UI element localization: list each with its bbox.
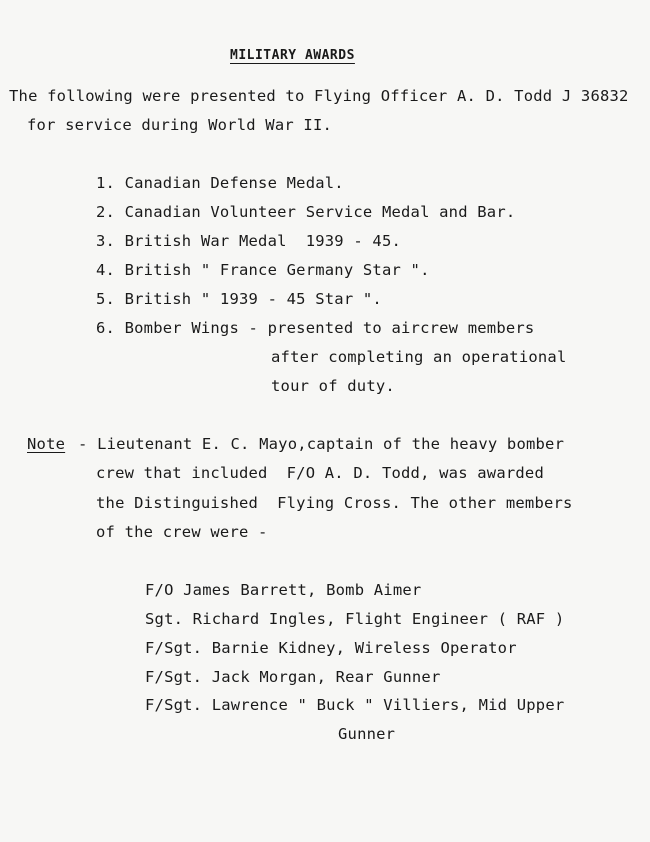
note-line-3: the Distinguished Flying Cross. The other members — [96, 494, 573, 512]
award-item-1: 1. Canadian Defense Medal. — [96, 174, 344, 192]
award-item-6-continuation-2: tour of duty. — [271, 377, 395, 395]
intro-line-2: for service during World War II. — [27, 116, 333, 134]
note-line-1: - Lieutenant E. C. Mayo,captain of the heavy bomber — [78, 435, 565, 453]
intro-line-1: The following were presented to Flying Officer A. D. Todd J 36832 — [9, 87, 629, 105]
crew-member-5: F/Sgt. Lawrence " Buck " Villiers, Mid Upper — [145, 696, 565, 714]
award-item-2: 2. Canadian Volunteer Service Medal and Bar. — [96, 203, 516, 221]
award-item-4: 4. British " France Germany Star ". — [96, 261, 430, 279]
crew-member-3: F/Sgt. Barnie Kidney, Wireless Operator — [145, 639, 517, 657]
note-label: Note — [27, 435, 66, 453]
crew-member-2: Sgt. Richard Ingles, Flight Engineer ( RAF ) — [145, 610, 565, 628]
award-item-5: 5. British " 1939 - 45 Star ". — [96, 290, 382, 308]
page-title: MILITARY AWARDS — [230, 48, 355, 63]
award-item-3: 3. British War Medal 1939 - 45. — [96, 232, 402, 250]
crew-member-1: F/O James Barrett, Bomb Aimer — [145, 581, 422, 599]
crew-member-5-continuation: Gunner — [338, 725, 396, 743]
award-item-6: 6. Bomber Wings - presented to aircrew members — [96, 319, 535, 337]
crew-member-4: F/Sgt. Jack Morgan, Rear Gunner — [145, 668, 441, 686]
award-item-6-continuation-1: after completing an operational — [271, 348, 567, 366]
note-line-2: crew that included F/O A. D. Todd, was awarded — [96, 464, 544, 482]
note-line-4: of the crew were - — [96, 523, 268, 541]
